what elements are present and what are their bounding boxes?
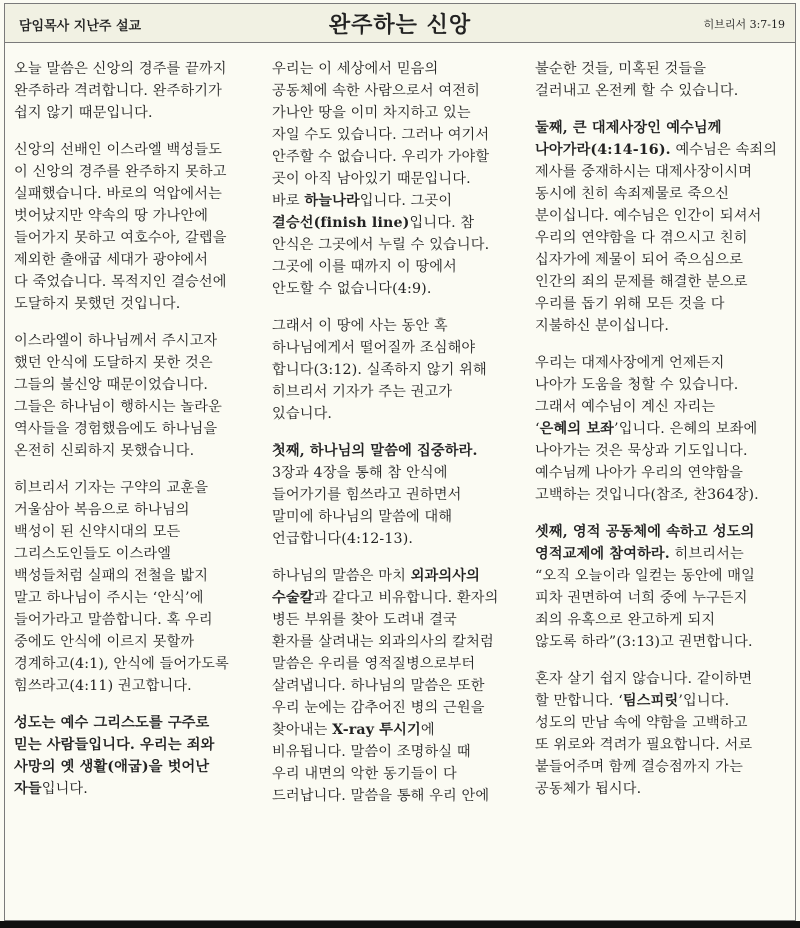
- text-run: 불순한 것들, 미혹된 것들을 걸러내고 온전케 할 수 있습니다.: [535, 61, 739, 99]
- sermon-title: 완주하는 신앙: [328, 12, 472, 38]
- paragraph: [272, 315, 520, 425]
- bold-text: 첫째, 하나님의 말씀에 집중하라.: [272, 443, 478, 459]
- bottom-edge-bar: [0, 921, 800, 928]
- bold-text: 성도는 예수 그리스도를 구주로 믿는 사람들입니다. 우리는 죄와 사망의 옛 생활(애굽)을 벗어난 자들: [14, 715, 215, 797]
- text-run: ’입니다. 성도의 만남 속에 약함을 고백하고 또 위로와 격려가 필요합니다. 서로 붙들어주며 함께 결승점까지 가는 공동체가 됩시다.: [535, 693, 753, 797]
- paragraph: [535, 668, 787, 800]
- bold-text: 은혜의 보좌: [539, 421, 615, 437]
- bold-text: 결승선(finish line): [272, 215, 410, 231]
- paragraph: [535, 352, 787, 506]
- paragraph: [535, 521, 787, 653]
- text-run: 과 같다고 비유합니다. 환자의 병든 부위를 찾아 도려내 결국 환자를 살려내는 외과의사의 칼처럼 말씀은 우리를 영적질병으로부터 살려냅니다. 하나님의 말씀은 또한 우리 눈에는 감추어진 병의 근원을 찾아내는: [272, 590, 499, 738]
- paragraph: [14, 477, 254, 697]
- text-run: ’입니다. 은혜의 보좌에 나아가는 것은 묵상과 기도입니다. 예수님께 나아가 우리의 연약함을 고백하는 것입니다(참조, 찬364장).: [535, 421, 759, 503]
- text-run: 우리는 이 세상에서 믿음의 공동체에 속한 사람으로서 여전히 가나안 땅을 이미 차지하고 있는 자일 수도 있습니다. 그러나 여기서 안주할 수 없습니다. 우리가 가야할 곳이 아직 남아있기 때문입니다. 바로: [272, 61, 490, 209]
- paragraph: [272, 58, 520, 300]
- text-run: 그래서 이 땅에 사는 동안 혹 하나님에게서 떨어질까 조심해야 합니다(3:12). 실족하지 않기 위해 히브리서 기자가 주는 권고가 있습니다.: [272, 318, 487, 422]
- paragraph: [14, 139, 254, 315]
- text-run: 우리는 대제사장에게 언제든지 나아가 도움을 청할 수 있습니다. 그래서 예수님이 계신 자리는 ‘: [535, 355, 739, 437]
- text-column-3: [535, 58, 787, 815]
- paragraph: [272, 565, 520, 807]
- text-run: 입니다.: [41, 781, 88, 797]
- scripture-reference: 히브리서 3:7-19: [703, 18, 785, 31]
- text-run: 이스라엘이 하나님께서 주시고자 했던 안식에 도달하지 못한 것은 그들의 불신앙 때문이었습니다. 그들은 하나님이 행하시는 놀라운 역사들을 경험했음에도 하나님을 온전히 신뢰하지 못했습니다.: [14, 333, 222, 459]
- text-run: 하나님의 말씀은 마치: [272, 568, 411, 584]
- section-label: 담임목사 지난주 설교: [19, 19, 142, 34]
- bold-text: 셋째, 영적 공동체에 속하고 성도의 영적교제에 참여하라.: [535, 524, 755, 562]
- bold-text: 둘째, 큰 대제사장인 예수님께 나아가라(4:14-16).: [535, 120, 722, 158]
- text-column-2: [272, 58, 520, 822]
- text-run: 입니다. 그곳이: [359, 193, 453, 209]
- text-run: 혼자 살기 쉽지 않습니다. 같이하면 할 만합니다. ‘: [535, 671, 753, 709]
- paragraph: [14, 712, 254, 800]
- text-run: 히브리서는 “오직 오늘이라 일컫는 동안에 매일 피차 권면하여 너희 중에 누구든지 죄의 유혹으로 완고하게 되지 않도록 하라”(3:13)고 권면합니다.: [535, 546, 756, 650]
- bold-text: 팀스피릿: [622, 693, 679, 709]
- text-run: 신앙의 선배인 이스라엘 백성들도 이 신앙의 경주를 완주하지 못하고 실패했습니다. 바로의 억압에서는 벗어났지만 약속의 땅 가나안에 들어가지 못하고 여호수아, 갈렙을 제외한 출애굽 세대가 광야에서 다 죽었습니다. 목적지인 결승선에 도달하지 못했던 것입니다.: [14, 142, 227, 312]
- text-run: 오늘 말씀은 신앙의 경주를 끝까지 완주하라 격려합니다. 완주하기가 쉽지 않기 때문입니다.: [14, 61, 227, 121]
- text-run: 예수님은 속죄의 제사를 중재하시는 대제사장이시며 동시에 친히 속죄제물로 죽으신 분이십니다. 예수님은 인간이 되셔서 우리의 연약함을 다 겪으시고 친히 십자가에 제물이 되어 죽으심으로 인간의 죄의 문제를 해결한 분으로 우리를 돕기 위해 모든 것을 다 지불하신 분이십니다.: [535, 142, 778, 334]
- text-run: 히브리서 기자는 구약의 교훈을 거울삼아 복음으로 하나님의 백성이 된 신약시대의 모든 그리스도인들도 이스라엘 백성들처럼 실패의 전철을 밟지 말고 하나님이 주시는 ‘안식’에 들어가라고 말씀합니다. 혹 우리 중에도 안식에 이르지 못할까 경계하고(4:1), 안식에 들어가도록 힘쓰라고(4:11) 권고합니다.: [14, 480, 229, 694]
- paragraph: [14, 58, 254, 124]
- text-run: 3장과 4장을 통해 참 안식에 들어가기를 힘쓰라고 권하면서 말미에 하나님의 말씀에 대해 언급합니다(4:12-13).: [272, 465, 462, 547]
- paragraph: [14, 330, 254, 462]
- bold-text: 외과의사의 수술칼: [272, 568, 480, 606]
- paragraph: [535, 117, 787, 337]
- paragraph: [535, 58, 787, 102]
- text-run: 입니다. 참 안식은 그곳에서 누릴 수 있습니다. 그곳에 이를 때까지 이 땅에서 안도할 수 없습니다(4:9).: [272, 215, 490, 297]
- header-bar: [5, 4, 795, 43]
- paragraph: [272, 440, 520, 550]
- bold-text: 하늘나라: [304, 193, 360, 209]
- text-column-1: [14, 58, 254, 815]
- bold-text: X-ray 투시기: [332, 722, 421, 738]
- text-run: 에 비유됩니다. 말씀이 조명하실 때 우리 내면의 악한 동기들이 다 드러납니다. 말씀을 통해 우리 안에: [272, 722, 490, 804]
